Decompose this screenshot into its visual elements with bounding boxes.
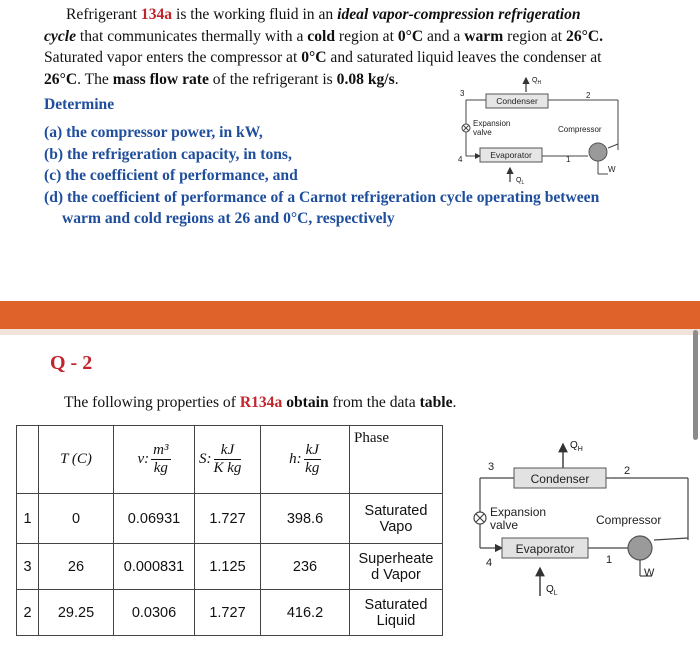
compressor-label-small: Compressor [558,125,602,134]
task-d: (d) the coefficient of performance of a Carnot refrigeration cycle operating between [44,188,600,206]
header-entropy: S: $\frac{kJ}{\text{K kg}}$ [195,426,261,494]
header-phase: Phase [350,426,443,494]
state-3-small: 3 [460,89,465,98]
cell-volume: 0.0306 [114,590,195,636]
header-specific-volume: v: $\frac{\text{m³}}{kg}$ [114,426,195,494]
header-enthalpy: h: $\frac{kJ}{kg}$ [261,426,350,494]
section-divider-bar [0,301,700,329]
cell-enthalpy: 398.6 [261,494,350,544]
cell-enthalpy: 416.2 [261,590,350,636]
work-label-large: W [644,567,655,579]
cell-state: 2 [17,590,39,636]
state-4-large: 4 [486,557,493,569]
task-d-continued: warm and cold regions at 26 and 0°C, respectively [62,210,395,227]
problem-line-1: Refrigerant 134a is the working fluid in an ideal vapor-compression refrigeration [66,6,581,23]
problem-line-2: cycle that communicates thermally with a cold region at 0°C and a warm region at 26°C. [44,27,604,45]
evaporator-label-small: Evaporator [490,150,532,160]
state-1-small: 1 [566,155,571,164]
condenser-label-large: Condenser [530,472,590,486]
cell-entropy: 1.727 [195,590,261,636]
cell-temperature: 26 [39,544,114,590]
question-title: Q - 2 [50,352,93,374]
evaporator-label-large: Evaporator [515,542,575,556]
table-row [17,544,443,590]
ql-label-large: $Q_L$ [546,584,558,597]
state-3-large: 3 [488,461,495,473]
cycle-diagram-large [460,430,692,600]
table-row [17,494,443,544]
state-4-small: 4 [458,155,463,164]
cell-state: 1 [17,494,39,544]
cell-volume: 0.06931 [114,494,195,544]
properties-table [16,425,443,636]
expansion-label-1-small: Expansion [473,119,511,128]
qh-label-small: $Q_H$ [532,77,542,86]
cell-entropy: 1.125 [195,544,261,590]
compressor-icon-small [589,143,607,161]
qh-label-large: $Q_H$ [570,440,583,453]
compressor-label-large: Compressor [596,513,662,527]
task-c: (c) the coefficient of performance, and [44,167,298,184]
expansion-label-1-large: Expansion [490,505,547,519]
cell-phase: Saturated Liquid [350,590,443,636]
expansion-label-2-small: valve [473,128,492,137]
state-2-large: 2 [624,465,631,477]
ql-label-small: $Q_L$ [516,177,525,186]
problem-line-3: Saturated vapor enters the compressor at 0°C and saturated liquid leaves the condenser at [44,49,602,66]
task-a: (a) the compressor power, in kW, [44,124,263,141]
table-row [17,590,443,636]
header-state [17,426,39,494]
section-divider-shadow [0,329,700,335]
state-1-large: 1 [606,554,613,566]
question-intro: The following properties of R134a obtain from the data table. [64,394,457,411]
header-temperature: T (C) [39,426,114,494]
work-label-small: W [608,165,616,174]
problem-line-4: 26°C. The mass flow rate of the refrigerant is 0.08 kg/s. [44,70,399,88]
table-header-row [17,426,443,494]
task-b: (b) the refrigeration capacity, in tons, [44,145,292,163]
cell-phase: Superheate d Vapor [350,544,443,590]
cell-temperature: 0 [39,494,114,544]
cell-temperature: 29.25 [39,590,114,636]
cell-entropy: 1.727 [195,494,261,544]
cell-volume: 0.000831 [114,544,195,590]
state-2-small: 2 [586,91,591,100]
cycle-diagram-small [440,70,630,186]
scrollbar-thumb[interactable] [693,330,698,440]
problem-panel [0,0,700,300]
cell-enthalpy: 236 [261,544,350,590]
expansion-label-2-large: valve [490,518,519,532]
cell-phase: Saturated Vapo [350,494,443,544]
cell-state: 3 [17,544,39,590]
condenser-label-small: Condenser [496,96,538,106]
compressor-icon-large [628,536,652,560]
determine-heading: Determine [44,96,115,113]
